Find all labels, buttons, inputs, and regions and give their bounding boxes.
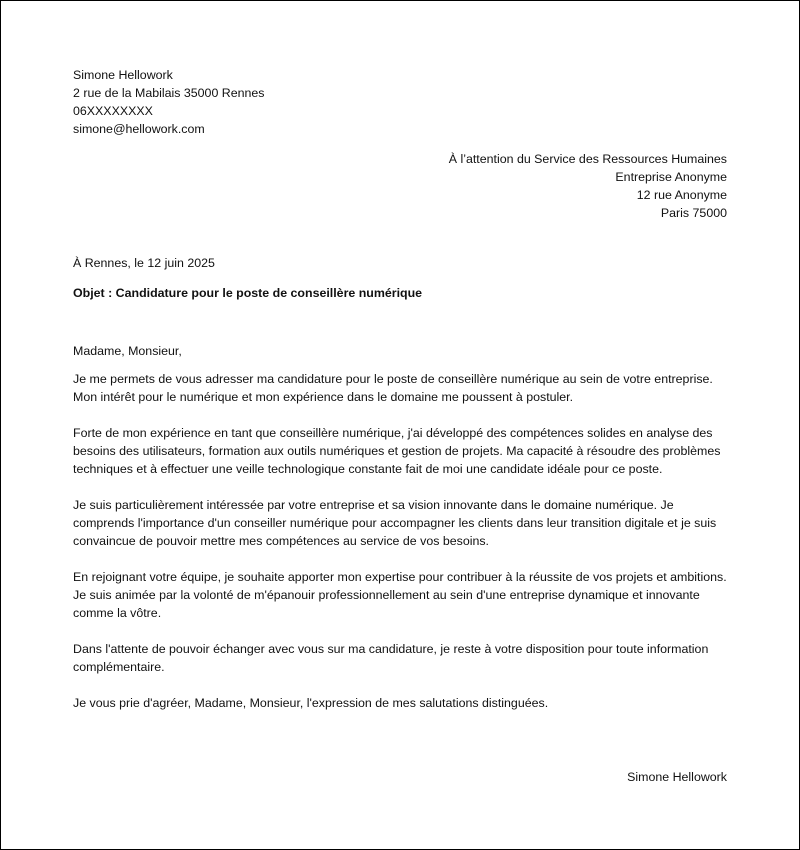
closing-formula: Je vous prie d'agréer, Madame, Monsieur, l'expression de mes salutations distinguées. (73, 696, 549, 710)
body-paragraph: Forte de mon expérience en tant que conseillère numérique, j'ai développé des compétences solides en analyse des besoins des utilisateurs, formation aux outils numériques et gestion de projets. Ma capacité à résoudre des problèmes techniques et à effectuer une veille technologique constante fait de moi une candidate idéale pour ce poste. (73, 426, 721, 476)
letter-subject: Objet : Candidature pour le poste de conseillère numérique (73, 286, 423, 300)
letter-body (73, 342, 733, 730)
recipient-city: Paris 75000 (660, 206, 727, 220)
body-paragraph: En rejoignant votre équipe, je souhaite apporter mon expertise pour contribuer à la réussite de vos projets et ambitions. Je suis animée par la volonté de m'épanouir professionnellement au sein d'une entreprise dynamique et innovante comme la vôtre. (73, 570, 727, 620)
letter-date: À Rennes, le 12 juin 2025 (73, 256, 215, 270)
salutation: Madame, Monsieur, (73, 344, 182, 358)
sender-address: 2 rue de la Mabilais 35000 Rennes (73, 86, 265, 100)
body-paragraph: Dans l'attente de pouvoir échanger avec vous sur ma candidature, je reste à votre disposition pour toute information complémentaire. (73, 642, 709, 674)
sender-email: simone@hellowork.com (73, 122, 205, 136)
signature: Simone Hellowork (627, 770, 727, 784)
sender-phone: 06XXXXXXXX (73, 104, 153, 118)
sender-block (73, 66, 265, 138)
recipient-block (449, 150, 727, 222)
recipient-street: 12 rue Anonyme (636, 188, 727, 202)
body-paragraph: Je me permets de vous adresser ma candidature pour le poste de conseillère numérique au sein de votre entreprise. Mon intérêt pour le numérique et mon expérience dans le domaine me poussent à postuler. (73, 372, 713, 404)
recipient-attention: À l’attention du Service des Ressources Humaines (448, 152, 727, 166)
body-paragraph: Je suis particulièrement intéressée par votre entreprise et sa vision innovante dans le domaine numérique. Je comprends l'importance d'un conseiller numérique pour accompagner les clients dans leur transition digitale et je suis convaincue de pouvoir mettre mes compétences au service de vos besoins. (73, 498, 717, 548)
recipient-company: Entreprise Anonyme (615, 170, 727, 184)
sender-name: Simone Hellowork (73, 68, 173, 82)
